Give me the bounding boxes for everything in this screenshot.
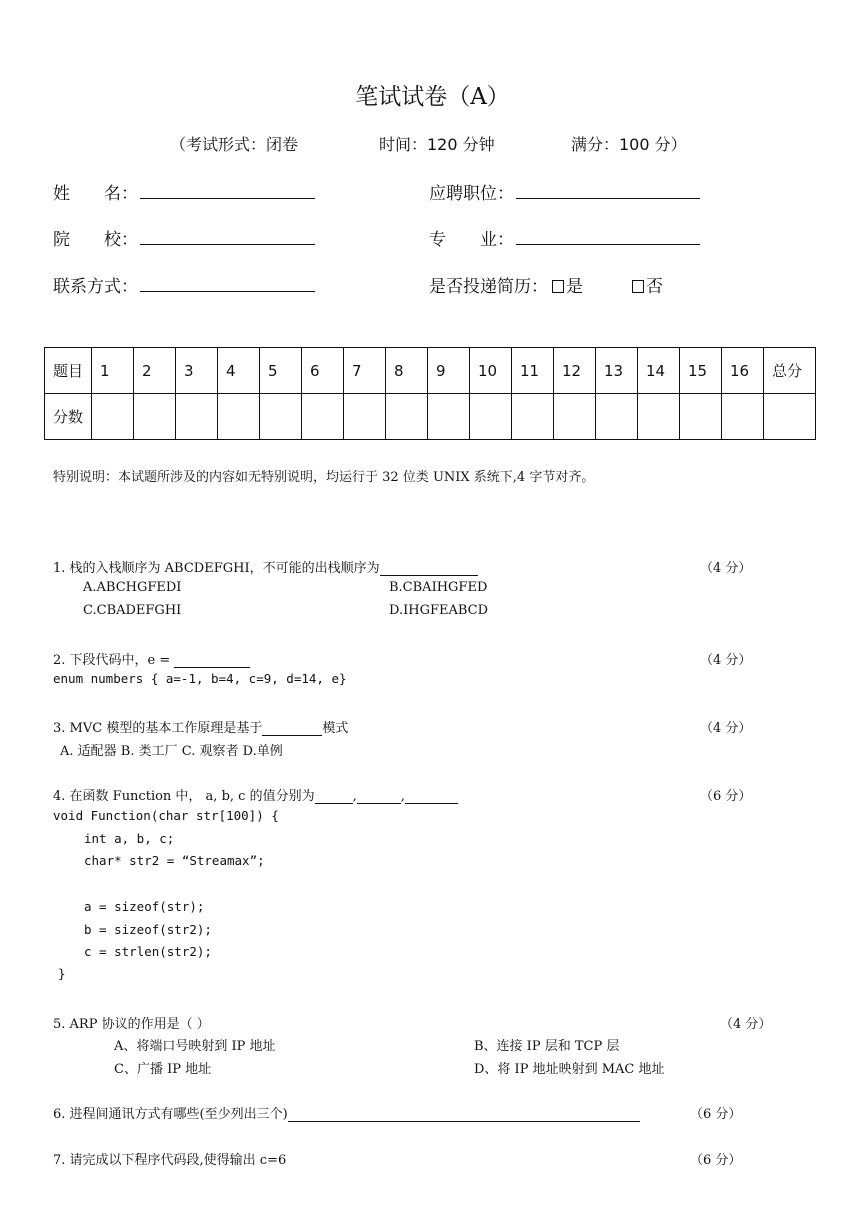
question-4-points: （6 分） xyxy=(700,789,752,804)
question-3-blank[interactable] xyxy=(262,721,322,736)
table-cell: 3 xyxy=(176,348,218,394)
q4-code-line: a = sizeof(str); xyxy=(84,899,205,914)
table-cell: 15 xyxy=(680,348,722,394)
table-cell: 8 xyxy=(386,348,428,394)
table-cell: 题目 xyxy=(45,348,92,394)
name-label: 姓 名： xyxy=(53,184,138,204)
score-cell[interactable] xyxy=(764,394,816,440)
score-cell[interactable] xyxy=(386,394,428,440)
q1-option-c: C.CBADEFGHI xyxy=(83,603,182,618)
special-note: 特别说明：本试题所涉及的内容如无特别说明，均运行于 32 位类 UNIX 系统下,4 字节对齐。 xyxy=(53,470,595,485)
q4-code-line: void Function(char str[100]) { xyxy=(53,808,279,823)
table-cell: 4 xyxy=(218,348,260,394)
position-label: 应聘职位： xyxy=(429,184,514,204)
table-cell: 9 xyxy=(428,348,470,394)
exam-title: 笔试试卷（A） xyxy=(355,84,510,110)
question-2 xyxy=(53,649,250,668)
question-1-text: 1. 栈的入栈顺序为 ABCDEFGHI，不可能的出栈顺序为 xyxy=(53,561,380,576)
school-field[interactable] xyxy=(140,244,315,245)
name-field[interactable] xyxy=(140,198,315,199)
q1-option-a: A.ABCHGFEDI xyxy=(83,580,182,595)
exam-full-score: 满分：100 分） xyxy=(571,135,687,154)
exam-form: （考试形式：闭卷 xyxy=(170,135,299,154)
score-cell[interactable] xyxy=(512,394,554,440)
question-3-text-after: 模式 xyxy=(322,721,349,736)
score-cell[interactable] xyxy=(218,394,260,440)
table-cell: 分数 xyxy=(45,394,92,440)
school-label: 院 校： xyxy=(53,230,138,250)
position-field[interactable] xyxy=(516,198,700,199)
yes-label: 是 xyxy=(566,277,583,297)
question-1-points: （4 分） xyxy=(700,561,752,576)
question-7-text: 7. 请完成以下程序代码段,使得输出 c=6 xyxy=(53,1153,287,1168)
resume-no-option[interactable] xyxy=(632,272,663,297)
question-3-points: （4 分） xyxy=(700,721,752,736)
score-cell[interactable] xyxy=(302,394,344,440)
question-3 xyxy=(53,717,348,736)
contact-field[interactable] xyxy=(140,291,315,292)
q4-code-line: char* str2 = “Streamax”; xyxy=(84,853,265,868)
question-2-text: 2. 下段代码中，e = xyxy=(53,653,175,668)
table-cell: 10 xyxy=(470,348,512,394)
q2-code: enum numbers { a=-1, b=4, c=9, d=14, e} xyxy=(53,671,347,686)
question-3-text: 3. MVC 模型的基本工作原理是基于 xyxy=(53,721,263,736)
table-cell: 14 xyxy=(638,348,680,394)
q4-code-line: int a, b, c; xyxy=(84,831,175,846)
q4-code-line: } xyxy=(58,966,66,981)
table-cell: 7 xyxy=(344,348,386,394)
score-cell[interactable] xyxy=(260,394,302,440)
question-5-points: （4 分） xyxy=(720,1017,772,1032)
yes-checkbox[interactable] xyxy=(552,280,564,293)
question-2-blank[interactable] xyxy=(174,653,250,668)
table-cell: 12 xyxy=(554,348,596,394)
score-cell[interactable] xyxy=(470,394,512,440)
question-4 xyxy=(53,785,458,804)
score-cell[interactable] xyxy=(680,394,722,440)
exam-time: 时间：120 分钟 xyxy=(379,135,495,154)
question-4-blank-c[interactable] xyxy=(405,789,458,804)
question-6 xyxy=(53,1103,640,1122)
question-1-blank[interactable] xyxy=(380,561,478,576)
score-cell[interactable] xyxy=(554,394,596,440)
q5-option-c: C、广播 IP 地址 xyxy=(114,1062,212,1077)
q4-code-line: c = strlen(str2); xyxy=(84,944,212,959)
table-cell: 13 xyxy=(596,348,638,394)
table-cell: 6 xyxy=(302,348,344,394)
q3-options: A. 适配器 B. 类工厂 C. 观察者 D.单例 xyxy=(60,744,283,759)
question-number-row xyxy=(45,348,816,394)
q5-option-b: B、连接 IP 层和 TCP 层 xyxy=(474,1039,620,1054)
no-checkbox[interactable] xyxy=(632,280,644,293)
question-7-points: （6 分） xyxy=(690,1153,742,1168)
table-cell: 5 xyxy=(260,348,302,394)
score-cell[interactable] xyxy=(134,394,176,440)
question-4-blank-a[interactable] xyxy=(315,789,353,804)
question-4-blank-b[interactable] xyxy=(357,789,401,804)
score-cell[interactable] xyxy=(638,394,680,440)
table-cell: 总分 xyxy=(764,348,816,394)
table-cell: 2 xyxy=(134,348,176,394)
table-cell: 1 xyxy=(92,348,134,394)
question-1 xyxy=(53,557,478,576)
q4-code-line: b = sizeof(str2); xyxy=(84,922,212,937)
score-cell[interactable] xyxy=(596,394,638,440)
major-field[interactable] xyxy=(516,244,700,245)
q4-separator: , xyxy=(400,789,405,804)
table-cell: 16 xyxy=(722,348,764,394)
q1-option-d: D.IHGFEABCD xyxy=(389,603,489,618)
score-table xyxy=(44,347,816,440)
score-cell[interactable] xyxy=(92,394,134,440)
question-5-text: 5. ARP 协议的作用是（ ） xyxy=(53,1017,210,1032)
score-cell[interactable] xyxy=(176,394,218,440)
score-cell[interactable] xyxy=(344,394,386,440)
contact-label: 联系方式： xyxy=(53,277,138,297)
score-row xyxy=(45,394,816,440)
question-6-points: （6 分） xyxy=(690,1107,742,1122)
table-cell: 11 xyxy=(512,348,554,394)
resume-yes-option[interactable] xyxy=(552,272,583,297)
question-4-text: 4. 在函数 Function 中， a, b, c 的值分别为 xyxy=(53,789,315,804)
q4-separator: , xyxy=(352,789,357,804)
major-label: 专 业： xyxy=(429,230,514,250)
q5-option-a: A、将端口号映射到 IP 地址 xyxy=(114,1039,276,1054)
no-label: 否 xyxy=(646,277,663,297)
question-6-text: 6. 进程间通讯方式有哪些(至少列出三个) xyxy=(53,1107,288,1122)
q1-option-b: B.CBAIHGFED xyxy=(389,580,488,595)
score-cell[interactable] xyxy=(428,394,470,440)
question-2-points: （4 分） xyxy=(700,653,752,668)
score-cell[interactable] xyxy=(722,394,764,440)
q5-option-d: D、将 IP 地址映射到 MAC 地址 xyxy=(474,1062,665,1077)
resume-label: 是否投递简历： xyxy=(429,277,548,297)
question-6-blank[interactable] xyxy=(288,1107,640,1122)
